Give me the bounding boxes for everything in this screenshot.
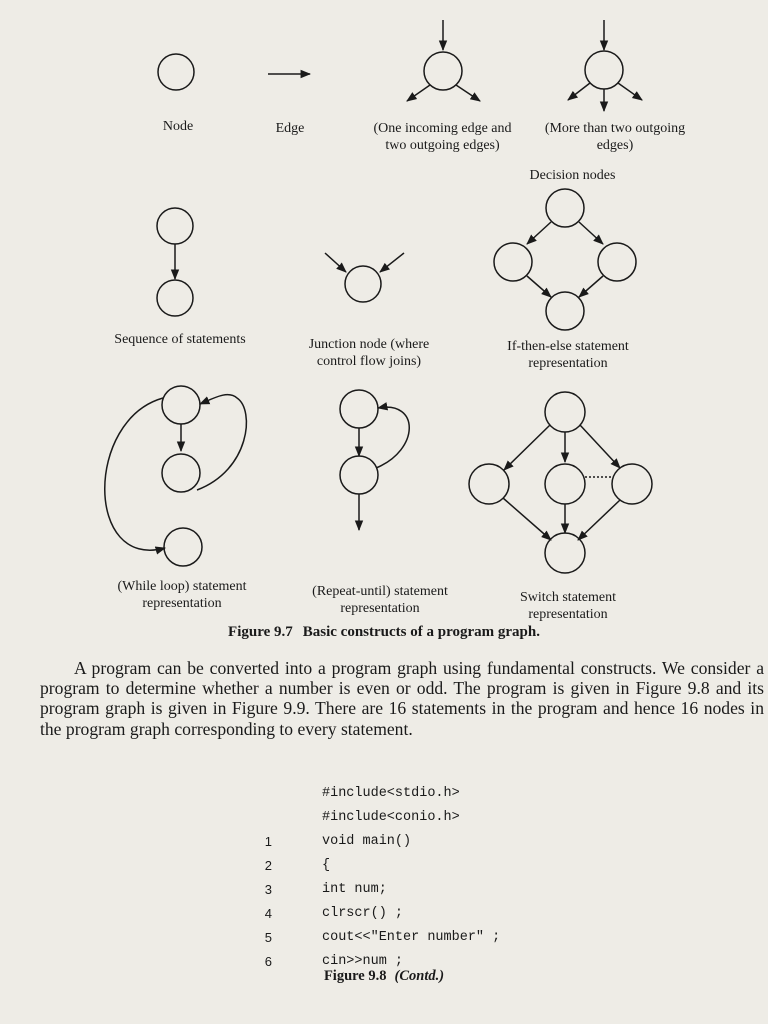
label-repeat-until: (Repeat-until) statement representation bbox=[312, 584, 448, 616]
code-text: cin>>num ; bbox=[322, 954, 404, 969]
code-line bbox=[250, 878, 650, 902]
if-then-else-construct bbox=[494, 189, 636, 330]
code-line bbox=[250, 926, 650, 950]
label-switch: Switch statement representation bbox=[519, 590, 617, 622]
line-number: 3 bbox=[264, 882, 272, 897]
label-while-loop: (While loop) statement representation bbox=[117, 579, 247, 611]
repeat-until-construct bbox=[340, 390, 409, 530]
code-text: int num; bbox=[322, 882, 387, 897]
label-node: Node bbox=[162, 119, 194, 134]
label-if-then-else: If-then-else statement representation bbox=[507, 339, 629, 371]
figure-title: Basic constructs of a program graph. bbox=[302, 624, 540, 640]
node-circle bbox=[158, 54, 194, 90]
code-text: cout<<"Enter number" ; bbox=[322, 930, 501, 945]
code-text: #include<conio.h> bbox=[322, 810, 460, 825]
label-decision-more: (More than two outgoing edges) bbox=[544, 121, 686, 153]
label-decision-two: (One incoming edge and two outgoing edges) bbox=[373, 121, 512, 153]
switch-construct bbox=[469, 392, 652, 573]
figure-caption bbox=[0, 624, 768, 641]
code-text: { bbox=[322, 858, 331, 873]
line-number: 4 bbox=[264, 906, 272, 921]
code-line bbox=[250, 902, 650, 926]
line-number: 5 bbox=[264, 930, 272, 945]
line-number: 1 bbox=[264, 834, 272, 849]
sequence-construct bbox=[157, 208, 193, 316]
figure-number: Figure 9.7 bbox=[228, 624, 293, 640]
code-figure-number: Figure 9.8 bbox=[323, 968, 387, 984]
label-junction: Junction node (where control flow joins) bbox=[308, 337, 430, 369]
code-line bbox=[250, 782, 650, 806]
code-line bbox=[250, 854, 650, 878]
decision-node-many-outgoing bbox=[568, 20, 642, 111]
code-line bbox=[250, 806, 650, 830]
label-sequence: Sequence of statements bbox=[114, 332, 246, 347]
code-line bbox=[250, 830, 650, 854]
code-text: #include<stdio.h> bbox=[322, 786, 460, 801]
label-decision-nodes: Decision nodes bbox=[529, 168, 616, 183]
while-loop-construct bbox=[105, 386, 247, 566]
junction-construct bbox=[325, 253, 404, 302]
code-text: clrscr() ; bbox=[322, 906, 404, 921]
label-edge: Edge bbox=[275, 121, 305, 136]
code-text: void main() bbox=[322, 834, 412, 849]
code-listing bbox=[250, 782, 650, 974]
contd-label: (Contd.) bbox=[394, 968, 445, 984]
decision-node-two-outgoing bbox=[407, 20, 480, 101]
line-number: 6 bbox=[264, 954, 272, 969]
body-paragraph: A program can be converted into a program graph using fundamental constructs. We consider a program to determine whether a number is even or odd. The program is given in Figure 9.8 and its program graph is given in Figure 9.9. There are 16 statements in the program and hence 16 nodes in the program graph corresponding to every statement. bbox=[40, 658, 764, 739]
code-caption bbox=[0, 968, 768, 985]
line-number: 2 bbox=[264, 858, 272, 873]
